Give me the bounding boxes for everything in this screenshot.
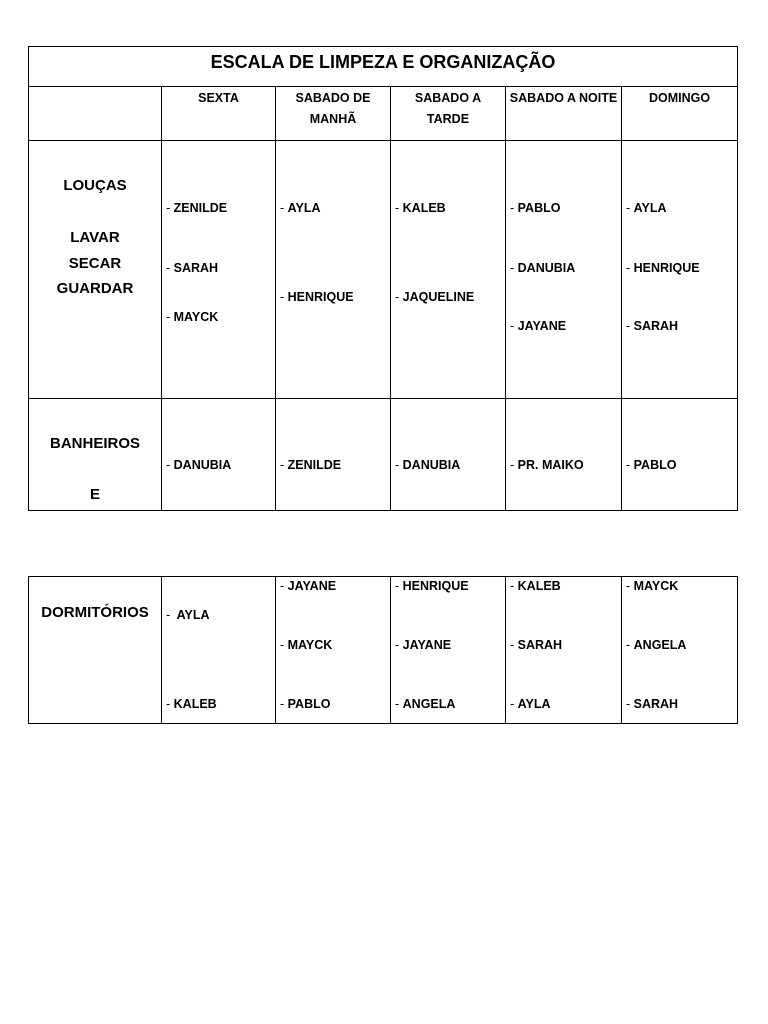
header-sabado-tarde: SABADO A TARDE [391,87,506,141]
list-item: - HENRIQUE [395,579,469,593]
list-item: - DANUBIA [395,458,460,472]
list-item: - KALEB [395,201,446,215]
list-item: - ZENILDE [280,458,341,472]
loucas-label: LOUÇAS [63,177,127,194]
page-title: ESCALA DE LIMPEZA E ORGANIZAÇÃO [29,47,738,87]
banheiros-sexta-cell [162,399,276,511]
banheiros-domingo-cell [622,399,738,511]
dormitorios-sabado-tarde-cell [391,577,506,724]
header-row [29,87,738,141]
secar-label: SECAR [68,255,122,272]
header-sabado-noite: SABADO A NOITE [506,87,622,141]
dormitorios-sabado-noite-cell [506,577,622,724]
header-sexta: SEXTA [162,87,276,141]
loucas-sabado-noite-cell [506,141,622,399]
list-item: - MAYCK [166,310,218,324]
banheiros-row [29,399,738,511]
list-item: - JAYANE [395,638,451,652]
list-item: - MAYCK [626,579,678,593]
list-item: - PR. MAIKO [510,458,584,472]
dormitorios-label: DORMITÓRIOS [41,604,149,621]
list-item: - JAYANE [280,579,336,593]
list-item: - ZENILDE [166,201,227,215]
loucas-sabado-manha-cell [276,141,391,399]
list-item: - KALEB [510,579,561,593]
dormitorios-table [28,576,738,724]
loucas-domingo-cell [622,141,738,399]
list-item: - DANUBIA [166,458,231,472]
banheiros-sabado-tarde-cell [391,399,506,511]
list-item: - MAYCK [280,638,332,652]
lavar-label: LAVAR [70,229,120,246]
list-item: - KALEB [166,697,217,711]
list-item: - AYLA [280,201,321,215]
list-item: - DANUBIA [510,261,575,275]
dormitorios-sexta-cell [162,577,276,724]
list-item: - SARAH [166,261,218,275]
list-item: - AYLA [510,697,551,711]
list-item: - SARAH [510,638,562,652]
banheiros-sabado-noite-cell [506,399,622,511]
list-item: - SARAH [626,319,678,333]
loucas-label-cell [29,141,162,399]
list-item: - JAQUELINE [395,290,474,304]
list-item: - PABLO [280,697,330,711]
list-item: - PABLO [510,201,560,215]
list-item: - AYLA [626,201,667,215]
guardar-label: GUARDAR [56,280,134,297]
list-item: - ANGELA [626,638,686,652]
header-domingo: DOMINGO [622,87,738,141]
loucas-sabado-tarde-cell [391,141,506,399]
dormitorios-label-cell [29,577,162,724]
cleaning-schedule-table [28,46,738,511]
list-item: - HENRIQUE [280,290,354,304]
list-item: - SARAH [626,697,678,711]
header-empty-cell [29,87,162,141]
e-label: E [89,486,100,503]
dormitorios-row [29,577,738,724]
loucas-sexta-cell [162,141,276,399]
list-item: - PABLO [626,458,676,472]
list-item: - AYLA [166,608,210,622]
header-sabado-manha: SABADO DE MANHÃ [276,87,391,141]
list-item: - JAYANE [510,319,566,333]
list-item: - HENRIQUE [626,261,700,275]
dormitorios-sabado-manha-cell [276,577,391,724]
dormitorios-domingo-cell [622,577,738,724]
banheiros-label-cell [29,399,162,511]
loucas-row [29,141,738,399]
banheiros-sabado-manha-cell [276,399,391,511]
banheiros-label: BANHEIROS [49,435,140,452]
list-item: - ANGELA [395,697,455,711]
